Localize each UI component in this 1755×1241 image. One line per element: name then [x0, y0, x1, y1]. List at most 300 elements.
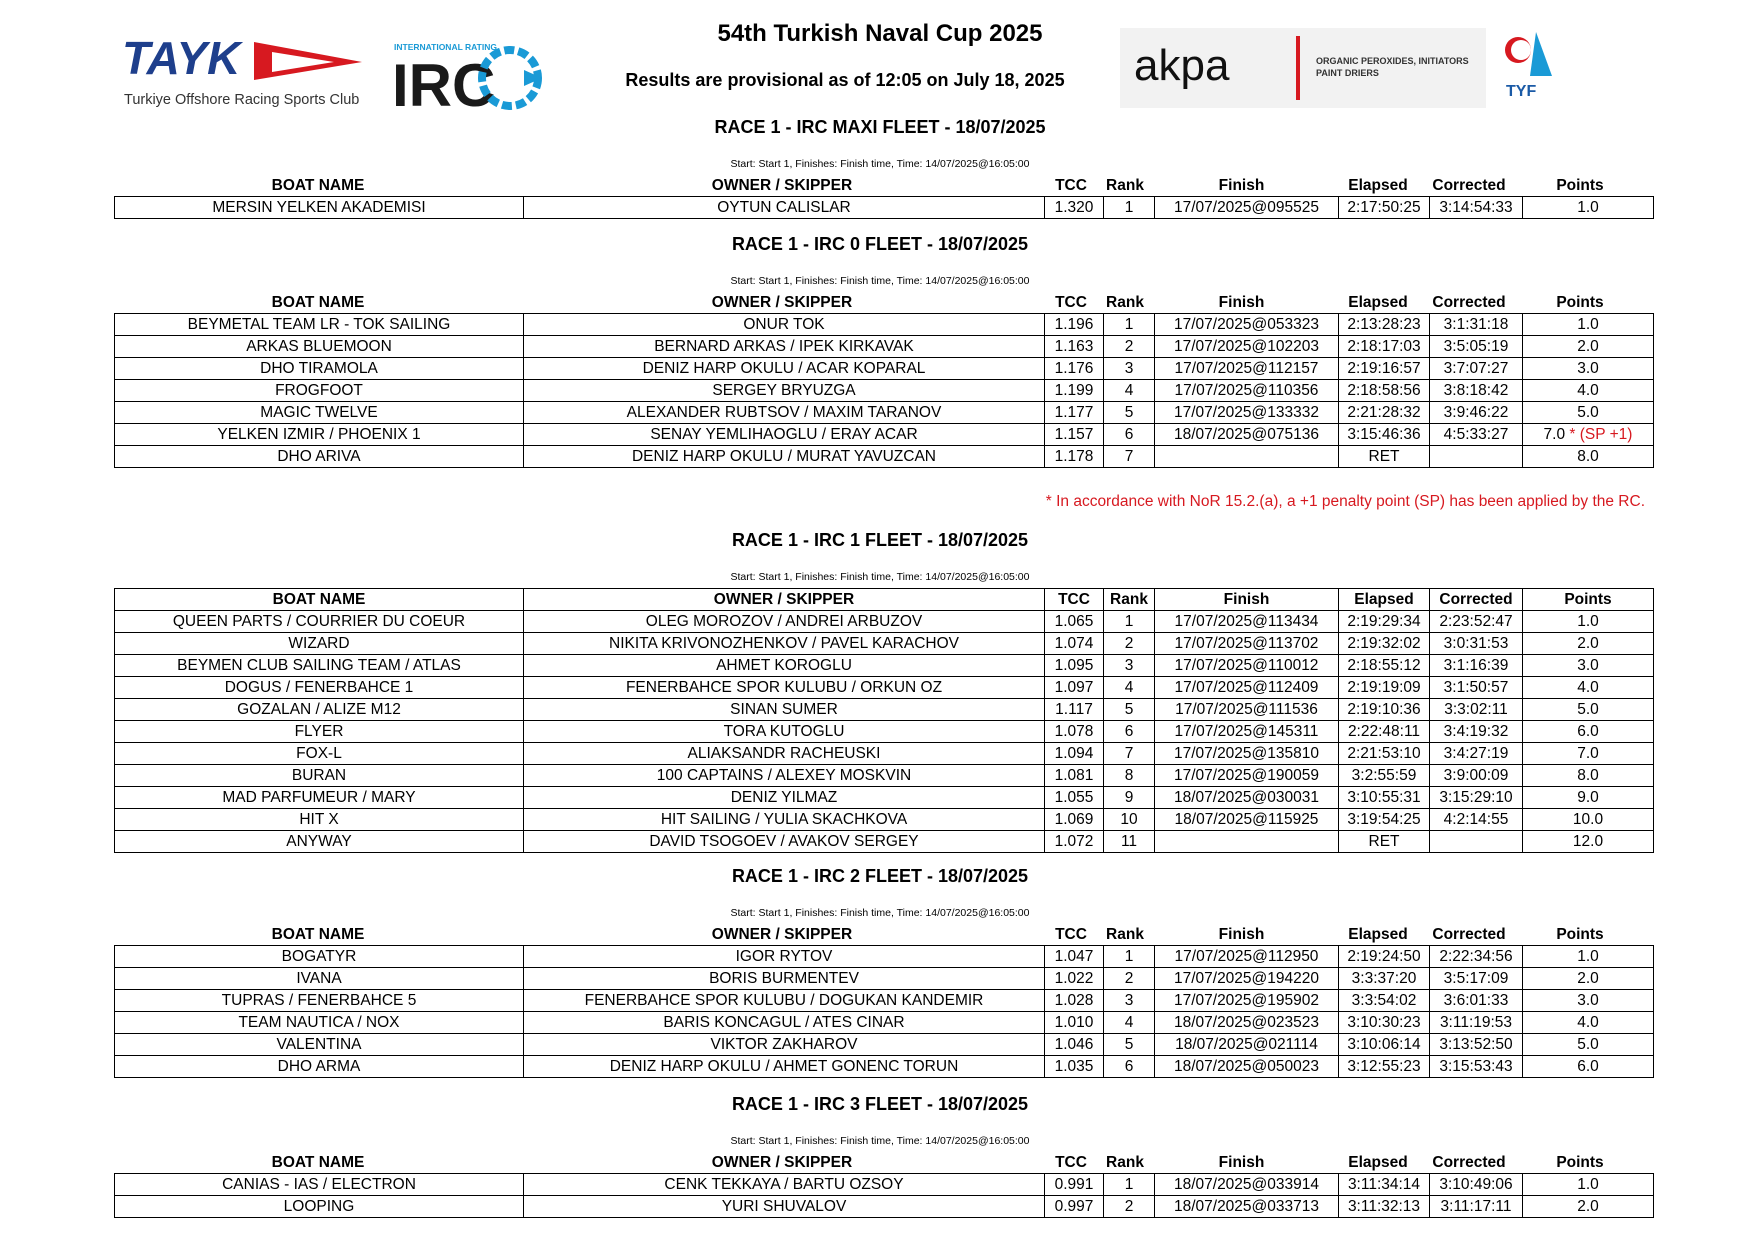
corrected-cell: 2:23:52:47 — [1430, 611, 1523, 633]
rank-cell: 11 — [1104, 831, 1155, 853]
points-cell: 6.0 — [1523, 1056, 1654, 1078]
points-cell: 2.0 — [1523, 336, 1654, 358]
boat-name-cell: MAGIC TWELVE — [115, 402, 524, 424]
rank-cell: 1 — [1104, 197, 1155, 219]
column-header-boat-name: BOAT NAME — [271, 294, 365, 311]
irc-logo — [392, 40, 552, 112]
rank-cell: 5 — [1104, 699, 1155, 721]
finish-cell: 18/07/2025@115925 — [1155, 809, 1339, 831]
elapsed-cell: 2:19:16:57 — [1339, 358, 1430, 380]
elapsed-cell: 3:2:55:59 — [1339, 765, 1430, 787]
finish-cell: 17/07/2025@194220 — [1155, 968, 1339, 990]
owner-cell: FENERBAHCE SPOR KULUBU / DOGUKAN KANDEMIR — [524, 990, 1045, 1012]
column-header-owner-skipper: OWNER / SKIPPER — [711, 1154, 853, 1171]
owner-cell: DAVID TSOGOEV / AVAKOV SERGEY — [524, 831, 1045, 853]
finish-cell: 17/07/2025@112409 — [1155, 677, 1339, 699]
corrected-cell: 3:13:52:50 — [1430, 1034, 1523, 1056]
points-cell: 2.0 — [1523, 968, 1654, 990]
table-row — [115, 1174, 1654, 1196]
tcc-cell: 1.074 — [1045, 633, 1104, 655]
boat-name-cell: BURAN — [115, 765, 524, 787]
elapsed-cell: RET — [1339, 831, 1430, 853]
column-header-finish: Finish — [1218, 1154, 1265, 1171]
column-header-rank: Rank — [1106, 1154, 1144, 1171]
race-start-info: Start: Start 1, Finishes: Finish time, Time: 14/07/2025@16:05:00 — [730, 907, 1030, 919]
owner-cell: NIKITA KRIVONOZHENKOV / PAVEL KARACHOV — [524, 633, 1045, 655]
points-cell: 9.0 — [1523, 787, 1654, 809]
tcc-cell: 1.177 — [1045, 402, 1104, 424]
corrected-cell — [1430, 831, 1523, 853]
rank-cell: 2 — [1104, 1196, 1155, 1218]
corrected-cell: 3:15:29:10 — [1430, 787, 1523, 809]
column-header-rank: Rank — [1106, 177, 1144, 194]
owner-cell: DENIZ YILMAZ — [524, 787, 1045, 809]
tcc-cell: 1.028 — [1045, 990, 1104, 1012]
elapsed-cell: 2:17:50:25 — [1339, 197, 1430, 219]
tcc-cell: 1.117 — [1045, 699, 1104, 721]
corrected-cell: 3:9:00:09 — [1430, 765, 1523, 787]
corrected-cell: 3:1:31:18 — [1430, 314, 1523, 336]
finish-cell: 18/07/2025@050023 — [1155, 1056, 1339, 1078]
points-cell: 3.0 — [1523, 990, 1654, 1012]
tyf-logo — [1500, 28, 1560, 108]
tcc-cell: 1.065 — [1045, 611, 1104, 633]
table-row — [115, 743, 1654, 765]
corrected-cell: 2:22:34:56 — [1430, 946, 1523, 968]
boat-name-cell: CANIAS - IAS / ELECTRON — [115, 1174, 524, 1196]
points-cell: 4.0 — [1523, 677, 1654, 699]
boat-name-cell: BOGATYR — [115, 946, 524, 968]
boat-name-cell: ANYWAY — [115, 831, 524, 853]
points-cell: 6.0 — [1523, 721, 1654, 743]
column-header-rank: Rank — [1106, 926, 1144, 943]
finish-cell: 17/07/2025@112157 — [1155, 358, 1339, 380]
elapsed-cell: 3:10:30:23 — [1339, 1012, 1430, 1034]
corrected-cell: 3:0:31:53 — [1430, 633, 1523, 655]
corrected-cell: 3:8:18:42 — [1430, 380, 1523, 402]
irc-small-text: INTERNATIONAL RATING — [394, 42, 497, 52]
column-header-elapsed: Elapsed — [1339, 589, 1430, 611]
finish-cell: 17/07/2025@112950 — [1155, 946, 1339, 968]
elapsed-cell: 3:11:34:14 — [1339, 1174, 1430, 1196]
rank-cell: 6 — [1104, 424, 1155, 446]
points-cell: 5.0 — [1523, 699, 1654, 721]
tcc-cell: 1.157 — [1045, 424, 1104, 446]
elapsed-cell: 3:10:06:14 — [1339, 1034, 1430, 1056]
tayk-logo — [122, 28, 372, 114]
column-header-corrected: Corrected — [1432, 177, 1506, 194]
table-row — [115, 633, 1654, 655]
owner-cell: ALEXANDER RUBTSOV / MAXIM TARANOV — [524, 402, 1045, 424]
tcc-cell: 1.097 — [1045, 677, 1104, 699]
column-header-rank: Rank — [1106, 294, 1144, 311]
owner-cell: BORIS BURMENTEV — [524, 968, 1045, 990]
corrected-cell: 4:2:14:55 — [1430, 809, 1523, 831]
finish-cell: 17/07/2025@113434 — [1155, 611, 1339, 633]
column-header-corrected: Corrected — [1430, 589, 1523, 611]
results-table — [114, 588, 1654, 853]
race-title: RACE 1 - IRC 1 FLEET - 18/07/2025 — [731, 530, 1029, 550]
elapsed-cell: 3:19:54:25 — [1339, 809, 1430, 831]
tcc-cell: 1.047 — [1045, 946, 1104, 968]
race-start-info: Start: Start 1, Finishes: Finish time, Time: 14/07/2025@16:05:00 — [730, 275, 1030, 287]
table-row — [115, 990, 1654, 1012]
rank-cell: 5 — [1104, 1034, 1155, 1056]
table-row — [115, 1196, 1654, 1218]
column-header-finish: Finish — [1218, 177, 1265, 194]
rank-cell: 4 — [1104, 1012, 1155, 1034]
elapsed-cell: 2:22:48:11 — [1339, 721, 1430, 743]
tcc-cell: 1.078 — [1045, 721, 1104, 743]
owner-cell: YURI SHUVALOV — [524, 1196, 1045, 1218]
elapsed-cell: 2:19:32:02 — [1339, 633, 1430, 655]
column-header-finish: Finish — [1218, 294, 1265, 311]
boat-name-cell: HIT X — [115, 809, 524, 831]
tcc-cell: 0.997 — [1045, 1196, 1104, 1218]
points-cell: 8.0 — [1523, 765, 1654, 787]
rank-cell: 1 — [1104, 314, 1155, 336]
race-start-info: Start: Start 1, Finishes: Finish time, Time: 14/07/2025@16:05:00 — [730, 571, 1030, 583]
tcc-cell: 0.991 — [1045, 1174, 1104, 1196]
boat-name-cell: DHO ARIVA — [115, 446, 524, 468]
corrected-cell: 3:14:54:33 — [1430, 197, 1523, 219]
table-row — [115, 1012, 1654, 1034]
finish-cell: 17/07/2025@190059 — [1155, 765, 1339, 787]
boat-name-cell: GOZALAN / ALIZE M12 — [115, 699, 524, 721]
owner-cell: 100 CAPTAINS / ALEXEY MOSKVIN — [524, 765, 1045, 787]
page-subtitle: Results are provisional as of 12:05 on July 18, 2025 — [625, 70, 1065, 90]
table-row — [115, 380, 1654, 402]
finish-cell: 17/07/2025@110012 — [1155, 655, 1339, 677]
points-cell: 1.0 — [1523, 611, 1654, 633]
rank-cell: 7 — [1104, 743, 1155, 765]
points-cell: 5.0 — [1523, 1034, 1654, 1056]
points-cell: 1.0 — [1523, 946, 1654, 968]
boat-name-cell: DOGUS / FENERBAHCE 1 — [115, 677, 524, 699]
points-cell: 3.0 — [1523, 655, 1654, 677]
finish-cell: 18/07/2025@033713 — [1155, 1196, 1339, 1218]
results-table — [114, 945, 1654, 1078]
column-header-tcc: TCC — [1045, 589, 1104, 611]
boat-name-cell: LOOPING — [115, 1196, 524, 1218]
column-header-rank: Rank — [1104, 589, 1155, 611]
owner-cell: OLEG MOROZOV / ANDREI ARBUZOV — [524, 611, 1045, 633]
tcc-cell: 1.094 — [1045, 743, 1104, 765]
rank-cell: 3 — [1104, 990, 1155, 1012]
owner-cell: DENIZ HARP OKULU / ACAR KOPARAL — [524, 358, 1045, 380]
corrected-cell: 3:11:17:11 — [1430, 1196, 1523, 1218]
column-header-elapsed: Elapsed — [1348, 926, 1408, 943]
akpa-tagline-1: ORGANIC PEROXIDES, INITIATORS — [1316, 56, 1469, 66]
points-cell: 8.0 — [1523, 446, 1654, 468]
column-header-tcc: TCC — [1055, 294, 1087, 311]
table-row — [115, 358, 1654, 380]
finish-cell: 17/07/2025@102203 — [1155, 336, 1339, 358]
boat-name-cell: YELKEN IZMIR / PHOENIX 1 — [115, 424, 524, 446]
boat-name-cell: FROGFOOT — [115, 380, 524, 402]
corrected-cell: 3:3:02:11 — [1430, 699, 1523, 721]
column-header-points: Points — [1556, 1154, 1604, 1171]
table-row — [115, 655, 1654, 677]
boat-name-cell: FLYER — [115, 721, 524, 743]
finish-cell: 18/07/2025@023523 — [1155, 1012, 1339, 1034]
column-header-points: Points — [1556, 177, 1604, 194]
column-header-tcc: TCC — [1055, 1154, 1087, 1171]
tcc-cell: 1.320 — [1045, 197, 1104, 219]
tcc-cell: 1.010 — [1045, 1012, 1104, 1034]
table-row — [115, 611, 1654, 633]
rank-cell: 6 — [1104, 1056, 1155, 1078]
table-row — [115, 314, 1654, 336]
rank-cell: 1 — [1104, 1174, 1155, 1196]
table-row — [115, 831, 1654, 853]
rank-cell: 2 — [1104, 968, 1155, 990]
owner-cell: DENIZ HARP OKULU / MURAT YAVUZCAN — [524, 446, 1045, 468]
points-cell: 10.0 — [1523, 809, 1654, 831]
owner-cell: OYTUN CALISLAR — [524, 197, 1045, 219]
owner-cell: FENERBAHCE SPOR KULUBU / ORKUN OZ — [524, 677, 1045, 699]
finish-cell: 17/07/2025@110356 — [1155, 380, 1339, 402]
rank-cell: 8 — [1104, 765, 1155, 787]
corrected-cell: 3:10:49:06 — [1430, 1174, 1523, 1196]
column-header-points: Points — [1523, 589, 1654, 611]
elapsed-cell: 3:12:55:23 — [1339, 1056, 1430, 1078]
race-title: RACE 1 - IRC 0 FLEET - 18/07/2025 — [731, 234, 1029, 254]
owner-cell: SERGEY BRYUZGA — [524, 380, 1045, 402]
column-header-owner-skipper: OWNER / SKIPPER — [524, 589, 1045, 611]
points-cell: 2.0 — [1523, 1196, 1654, 1218]
tcc-cell: 1.046 — [1045, 1034, 1104, 1056]
corrected-cell: 3:11:19:53 — [1430, 1012, 1523, 1034]
elapsed-cell: 2:18:55:12 — [1339, 655, 1430, 677]
rank-cell: 2 — [1104, 336, 1155, 358]
rank-cell: 4 — [1104, 677, 1155, 699]
owner-cell: DENIZ HARP OKULU / AHMET GONENC TORUN — [524, 1056, 1045, 1078]
boat-name-cell: TEAM NAUTICA / NOX — [115, 1012, 524, 1034]
rank-cell: 3 — [1104, 655, 1155, 677]
points-cell: 12.0 — [1523, 831, 1654, 853]
table-row — [115, 1034, 1654, 1056]
corrected-cell: 3:15:53:43 — [1430, 1056, 1523, 1078]
rank-cell: 6 — [1104, 721, 1155, 743]
race-start-info: Start: Start 1, Finishes: Finish time, Time: 14/07/2025@16:05:00 — [730, 1135, 1030, 1147]
points-cell: 1.0 — [1523, 1174, 1654, 1196]
points-cell: 4.0 — [1523, 380, 1654, 402]
tyf-logo-text: TYF — [1506, 83, 1537, 100]
corrected-cell: 3:6:01:33 — [1430, 990, 1523, 1012]
table-row — [115, 721, 1654, 743]
boat-name-cell: VALENTINA — [115, 1034, 524, 1056]
points-value: 7.0 — [1543, 426, 1566, 443]
boat-name-cell: ARKAS BLUEMOON — [115, 336, 524, 358]
finish-cell: 17/07/2025@053323 — [1155, 314, 1339, 336]
boat-name-cell: QUEEN PARTS / COURRIER DU COEUR — [115, 611, 524, 633]
owner-cell: HIT SAILING / YULIA SKACHKOVA — [524, 809, 1045, 831]
akpa-logo-text: akpa — [1134, 41, 1230, 90]
column-header-owner-skipper: OWNER / SKIPPER — [711, 177, 853, 194]
corrected-cell: 3:4:19:32 — [1430, 721, 1523, 743]
table-row — [115, 699, 1654, 721]
table-row — [115, 946, 1654, 968]
corrected-cell: 3:1:16:39 — [1430, 655, 1523, 677]
elapsed-cell: 3:3:54:02 — [1339, 990, 1430, 1012]
points-cell: 4.0 — [1523, 1012, 1654, 1034]
finish-cell: 17/07/2025@195902 — [1155, 990, 1339, 1012]
column-header-corrected: Corrected — [1432, 1154, 1506, 1171]
column-header-owner-skipper: OWNER / SKIPPER — [711, 926, 853, 943]
race-title: RACE 1 - IRC MAXI FLEET - 18/07/2025 — [714, 117, 1046, 137]
table-row — [115, 446, 1654, 468]
table-row — [115, 787, 1654, 809]
rank-cell: 7 — [1104, 446, 1155, 468]
tcc-cell: 1.196 — [1045, 314, 1104, 336]
tcc-cell: 1.022 — [1045, 968, 1104, 990]
table-row — [115, 402, 1654, 424]
tcc-cell: 1.035 — [1045, 1056, 1104, 1078]
finish-cell — [1155, 446, 1339, 468]
tcc-cell: 1.069 — [1045, 809, 1104, 831]
boat-name-cell: DHO ARMA — [115, 1056, 524, 1078]
column-header-boat-name: BOAT NAME — [271, 926, 365, 943]
owner-cell: CENK TEKKAYA / BARTU OZSOY — [524, 1174, 1045, 1196]
table-row — [115, 968, 1654, 990]
corrected-cell — [1430, 446, 1523, 468]
table-row — [115, 424, 1654, 446]
corrected-cell: 3:7:07:27 — [1430, 358, 1523, 380]
owner-cell: VIKTOR ZAKHAROV — [524, 1034, 1045, 1056]
owner-cell: TORA KUTOGLU — [524, 721, 1045, 743]
finish-cell — [1155, 831, 1339, 853]
tcc-cell: 1.199 — [1045, 380, 1104, 402]
column-header-owner-skipper: OWNER / SKIPPER — [711, 294, 853, 311]
finish-cell: 17/07/2025@095525 — [1155, 197, 1339, 219]
rank-cell: 10 — [1104, 809, 1155, 831]
column-header-finish: Finish — [1155, 589, 1339, 611]
corrected-cell: 3:1:50:57 — [1430, 677, 1523, 699]
rank-cell: 4 — [1104, 380, 1155, 402]
points-cell: 1.0 — [1523, 197, 1654, 219]
table-row — [115, 809, 1654, 831]
table-row — [115, 336, 1654, 358]
rank-cell: 5 — [1104, 402, 1155, 424]
finish-cell: 18/07/2025@021114 — [1155, 1034, 1339, 1056]
akpa-tagline-2: PAINT DRIERS — [1316, 68, 1379, 78]
column-header-boat-name: BOAT NAME — [271, 177, 365, 194]
finish-cell: 18/07/2025@033914 — [1155, 1174, 1339, 1196]
tcc-cell: 1.163 — [1045, 336, 1104, 358]
table-header-row — [115, 589, 1654, 611]
elapsed-cell: 2:19:10:36 — [1339, 699, 1430, 721]
finish-cell: 18/07/2025@030031 — [1155, 787, 1339, 809]
elapsed-cell: 2:18:58:56 — [1339, 380, 1430, 402]
column-header-elapsed: Elapsed — [1348, 1154, 1408, 1171]
tcc-cell: 1.095 — [1045, 655, 1104, 677]
column-header-points: Points — [1556, 926, 1604, 943]
owner-cell: AHMET KOROGLU — [524, 655, 1045, 677]
boat-name-cell: DHO TIRAMOLA — [115, 358, 524, 380]
rank-cell: 2 — [1104, 633, 1155, 655]
tcc-cell: 1.055 — [1045, 787, 1104, 809]
corrected-cell: 3:9:46:22 — [1430, 402, 1523, 424]
rank-cell: 9 — [1104, 787, 1155, 809]
column-header-elapsed: Elapsed — [1348, 177, 1408, 194]
owner-cell: IGOR RYTOV — [524, 946, 1045, 968]
corrected-cell: 3:5:05:19 — [1430, 336, 1523, 358]
race-title: RACE 1 - IRC 2 FLEET - 18/07/2025 — [731, 866, 1029, 886]
column-header-tcc: TCC — [1055, 177, 1087, 194]
points-cell: 3.0 — [1523, 358, 1654, 380]
elapsed-cell: 3:10:55:31 — [1339, 787, 1430, 809]
elapsed-cell: 3:15:46:36 — [1339, 424, 1430, 446]
owner-cell: ONUR TOK — [524, 314, 1045, 336]
table-row — [115, 765, 1654, 787]
column-header-corrected: Corrected — [1432, 294, 1506, 311]
rank-cell: 3 — [1104, 358, 1155, 380]
column-header-tcc: TCC — [1055, 926, 1087, 943]
results-table — [114, 313, 1654, 468]
table-row — [115, 1056, 1654, 1078]
elapsed-cell: 2:19:24:50 — [1339, 946, 1430, 968]
irc-logo-text: IRC — [392, 52, 496, 112]
corrected-cell: 3:5:17:09 — [1430, 968, 1523, 990]
tcc-cell: 1.081 — [1045, 765, 1104, 787]
column-header-elapsed: Elapsed — [1348, 294, 1408, 311]
elapsed-cell: 3:11:32:13 — [1339, 1196, 1430, 1218]
elapsed-cell: 2:21:28:32 — [1339, 402, 1430, 424]
results-table — [114, 196, 1654, 219]
owner-cell: SINAN SUMER — [524, 699, 1045, 721]
page-title: 54th Turkish Naval Cup 2025 — [717, 20, 1043, 47]
boat-name-cell: BEYMETAL TEAM LR - TOK SAILING — [115, 314, 524, 336]
owner-cell: BARIS KONCAGUL / ATES CINAR — [524, 1012, 1045, 1034]
penalty-marker: * (SP +1) — [1569, 426, 1633, 443]
column-header-corrected: Corrected — [1432, 926, 1506, 943]
race-title: RACE 1 - IRC 3 FLEET - 18/07/2025 — [731, 1094, 1029, 1114]
boat-name-cell: TUPRAS / FENERBAHCE 5 — [115, 990, 524, 1012]
boat-name-cell: MAD PARFUMEUR / MARY — [115, 787, 524, 809]
elapsed-cell: 2:19:19:09 — [1339, 677, 1430, 699]
owner-cell: SENAY YEMLIHAOGLU / ERAY ACAR — [524, 424, 1045, 446]
tayk-logo-text: TAYK — [122, 32, 241, 84]
column-header-finish: Finish — [1218, 926, 1265, 943]
points-cell: 2.0 — [1523, 633, 1654, 655]
race-start-info: Start: Start 1, Finishes: Finish time, Time: 14/07/2025@16:05:00 — [730, 158, 1030, 170]
boat-name-cell: BEYMEN CLUB SAILING TEAM / ATLAS — [115, 655, 524, 677]
finish-cell: 17/07/2025@113702 — [1155, 633, 1339, 655]
elapsed-cell: 2:13:28:23 — [1339, 314, 1430, 336]
rank-cell: 1 — [1104, 946, 1155, 968]
table-row — [115, 677, 1654, 699]
table-row — [115, 197, 1654, 219]
tayk-tagline: Turkiye Offshore Racing Sports Club — [124, 92, 360, 108]
elapsed-cell: 3:3:37:20 — [1339, 968, 1430, 990]
boat-name-cell: FOX-L — [115, 743, 524, 765]
corrected-cell: 3:4:27:19 — [1430, 743, 1523, 765]
points-cell: 7.0 — [1523, 743, 1654, 765]
column-header-boat-name: BOAT NAME — [115, 589, 524, 611]
owner-cell: ALIAKSANDR RACHEUSKI — [524, 743, 1045, 765]
points-cell: 5.0 — [1523, 402, 1654, 424]
results-table — [114, 1173, 1654, 1218]
elapsed-cell: RET — [1339, 446, 1430, 468]
finish-cell: 18/07/2025@075136 — [1155, 424, 1339, 446]
elapsed-cell: 2:19:29:34 — [1339, 611, 1430, 633]
column-header-boat-name: BOAT NAME — [271, 1154, 365, 1171]
boat-name-cell: IVANA — [115, 968, 524, 990]
finish-cell: 17/07/2025@145311 — [1155, 721, 1339, 743]
tcc-cell: 1.176 — [1045, 358, 1104, 380]
boat-name-cell: WIZARD — [115, 633, 524, 655]
